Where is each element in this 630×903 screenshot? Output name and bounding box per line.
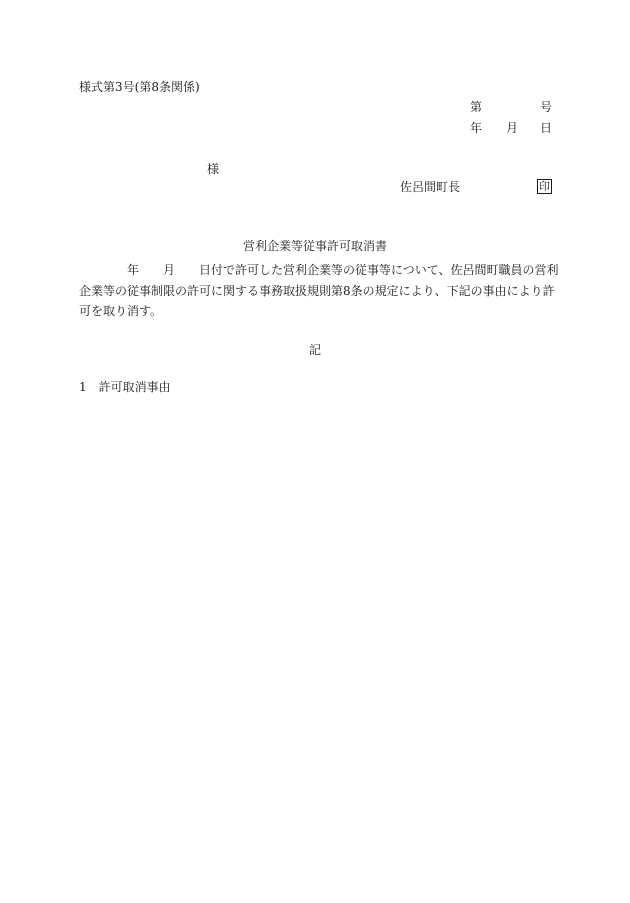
issuer-name: 佐呂間町長 bbox=[400, 180, 461, 194]
ki-heading: 記 bbox=[308, 343, 321, 357]
body-line-3: 可を取り消す。 bbox=[79, 304, 163, 318]
date-month-label: 月 bbox=[506, 121, 519, 135]
addressee-suffix: 様 bbox=[207, 162, 220, 176]
body-line-2: 企業等の従事制限の許可に関する事務取扱規則第8条の規定により、下記の事由により許 bbox=[79, 284, 555, 298]
form-label: 様式第3号(第8条関係) bbox=[79, 80, 200, 94]
document-title: 営利企業等従事許可取消書 bbox=[242, 239, 387, 253]
date-day-label: 日 bbox=[540, 121, 553, 135]
seal-mark: 印 bbox=[539, 180, 550, 193]
date-year-label: 年 bbox=[470, 121, 483, 135]
body-line-1: 年 月 日付で許可した営利企業等の従事等について、佐呂間町職員の営利 bbox=[127, 263, 559, 277]
number-prefix: 第 bbox=[470, 100, 483, 114]
number-suffix: 号 bbox=[540, 100, 553, 114]
item-revocation-reason: 1 許可取消事由 bbox=[79, 380, 171, 394]
